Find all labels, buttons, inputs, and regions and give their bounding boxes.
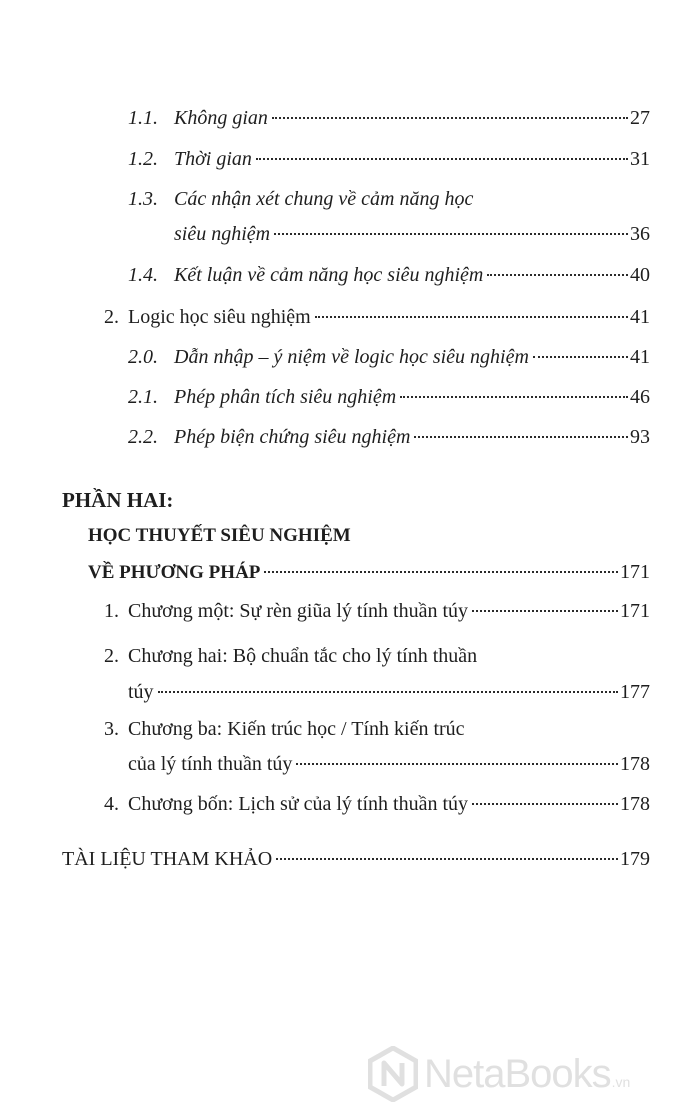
entry-title-cont: siêu nghiệm <box>174 223 271 245</box>
entry-page: 40 <box>630 264 650 286</box>
entry-number: 1.1. <box>128 107 158 129</box>
entry-title: Chương một: Sự rèn giũa lý tính thuần túy <box>128 600 469 622</box>
entry-number: 1.2. <box>128 148 158 170</box>
watermark-suffix: .vn <box>611 1074 631 1090</box>
dot-leader <box>272 117 628 119</box>
dot-leader <box>158 691 618 693</box>
entry-number: 2. <box>104 306 119 328</box>
entry-title-cont: túy <box>128 681 154 703</box>
entry-title: Chương bốn: Lịch sử của lý tính thuần túy <box>128 793 468 815</box>
entry-number: 2.1. <box>128 386 158 408</box>
part-two-title-line2 <box>88 560 650 585</box>
toc-entry-1-4 <box>128 263 650 287</box>
toc-entry-2-2 <box>128 425 650 449</box>
netabooks-logo-icon <box>368 1046 418 1102</box>
entry-title: Dẫn nhập – ý niệm về logic học siêu nghiệm <box>174 346 529 368</box>
entry-number: 1. <box>104 600 119 622</box>
dot-leader <box>400 396 628 398</box>
toc-entry-2 <box>104 305 650 329</box>
toc-chapter-3-cont <box>128 752 650 776</box>
entry-title: Phép phân tích siêu nghiệm <box>174 386 397 408</box>
entry-number: 2. <box>104 645 119 667</box>
entry-page: 41 <box>630 346 650 368</box>
entry-page: 179 <box>620 848 650 870</box>
toc-chapter-3 <box>104 717 465 741</box>
entry-page: 36 <box>630 223 650 245</box>
toc-entry-1-2 <box>128 147 650 171</box>
dot-leader <box>296 763 618 765</box>
dot-leader <box>414 436 628 438</box>
dot-leader <box>487 274 628 276</box>
entry-title: Không gian <box>174 107 268 129</box>
dot-leader <box>256 158 628 160</box>
entry-title: Các nhận xét chung về cảm năng học <box>174 188 474 210</box>
dot-leader <box>274 233 628 235</box>
entry-page: 171 <box>620 600 650 622</box>
entry-page: 171 <box>620 561 650 583</box>
watermark-brand: NetaBooks <box>424 1051 611 1096</box>
entry-title-cont: của lý tính thuần túy <box>128 753 293 775</box>
toc-references <box>62 847 650 871</box>
entry-title: Chương hai: Bộ chuẩn tắc cho lý tính thuần <box>128 645 478 667</box>
toc-chapter-2-cont <box>128 680 650 704</box>
entry-number: 2.0. <box>128 346 158 368</box>
entry-page: 178 <box>620 793 650 815</box>
entry-number: 1.3. <box>128 188 158 210</box>
toc-entry-1-3 <box>128 187 473 211</box>
part-two-title-text: VỀ PHƯƠNG PHÁP <box>88 562 261 583</box>
entry-title: TÀI LIỆU THAM KHẢO <box>62 848 273 870</box>
toc-chapter-2 <box>104 644 477 668</box>
dot-leader <box>472 610 618 612</box>
dot-leader <box>315 316 628 318</box>
entry-title: Thời gian <box>174 148 252 170</box>
toc-entry-2-0 <box>128 345 650 369</box>
dot-leader <box>533 356 628 358</box>
entry-number: 3. <box>104 718 119 740</box>
dot-leader <box>276 858 618 860</box>
dot-leader <box>264 571 618 573</box>
dot-leader <box>472 803 618 805</box>
entry-page: 46 <box>630 386 650 408</box>
toc-chapter-4 <box>104 792 650 816</box>
toc-entry-2-1 <box>128 385 650 409</box>
entry-page: 27 <box>630 107 650 129</box>
entry-title: Chương ba: Kiến trúc học / Tính kiến trúc <box>128 718 465 740</box>
entry-number: 1.4. <box>128 264 158 286</box>
entry-page: 31 <box>630 148 650 170</box>
entry-title: Logic học siêu nghiệm <box>128 306 311 328</box>
part-two-title-line1: HỌC THUYẾT SIÊU NGHIỆM <box>88 525 351 546</box>
entry-page: 178 <box>620 753 650 775</box>
entry-title: Phép biện chứng siêu nghiệm <box>174 426 411 448</box>
entry-title: Kết luận về cảm năng học siêu nghiệm <box>174 264 484 286</box>
toc-entry-1-3-cont <box>174 222 650 246</box>
toc-entry-1-1 <box>128 106 650 130</box>
entry-number: 2.2. <box>128 426 158 448</box>
toc-chapter-1 <box>104 599 650 623</box>
netabooks-watermark <box>368 1046 630 1102</box>
entry-number: 4. <box>104 793 119 815</box>
entry-page: 93 <box>630 426 650 448</box>
entry-page: 177 <box>620 681 650 703</box>
entry-page: 41 <box>630 306 650 328</box>
part-two-heading: PHẦN HAI: <box>62 488 174 512</box>
